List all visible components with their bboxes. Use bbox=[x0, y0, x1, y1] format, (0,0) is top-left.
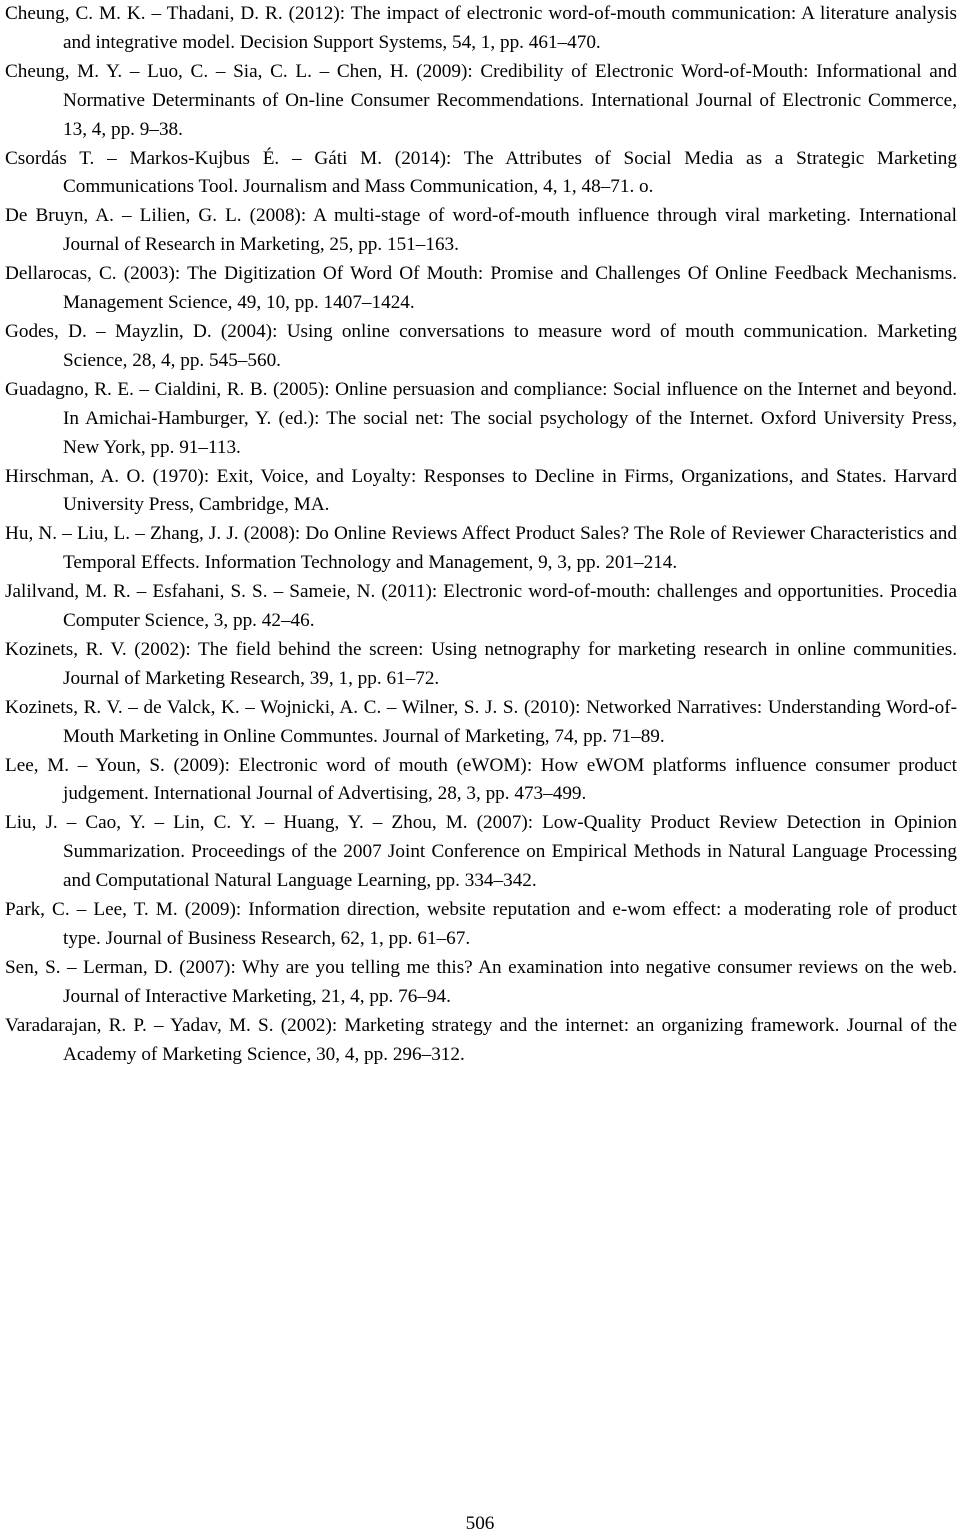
reference-entry: Kozinets, R. V. – de Valck, K. – Wojnicki, A. C. – Wilner, S. J. S. (2010): Networked Narratives: Understanding Word-of-Mouth Marketing in Online Communtes. Journal of Marketing, 74, pp. 71–89. bbox=[5, 696, 957, 747]
reference-entry: Kozinets, R. V. (2002): The field behind the screen: Using netnography for marketing research in online communities. Journal of Marketing Research, 39, 1, pp. 61–72. bbox=[5, 638, 957, 689]
reference-list bbox=[5, 0, 957, 1070]
reference-entry: Hu, N. – Liu, L. – Zhang, J. J. (2008): Do Online Reviews Affect Product Sales? The Role of Reviewer Characteristics and Temporal Effects. Information Technology and Management, 9, 3, pp. 201–214. bbox=[5, 523, 957, 574]
reference-entry: Hirschman, A. O. (1970): Exit, Voice, and Loyalty: Responses to Decline in Firms, Organizations, and States. Harvard University Press, Cambridge, MA. bbox=[5, 465, 957, 516]
reference-entry: Sen, S. – Lerman, D. (2007): Why are you telling me this? An examination into negative consumer reviews on the web. Journal of Interactive Marketing, 21, 4, pp. 76–94. bbox=[5, 956, 957, 1007]
reference-entry: Guadagno, R. E. – Cialdini, R. B. (2005): Online persuasion and compliance: Social influence on the Internet and beyond. In Amichai-Hamburger, Y. (ed.): The social net: The social psychology of the Internet. Oxford University Press, New York, pp. 91–113. bbox=[5, 378, 957, 458]
reference-entry: Cheung, M. Y. – Luo, C. – Sia, C. L. – Chen, H. (2009): Credibility of Electronic Word-of-Mouth: Informational and Normative Determinants of On-line Consumer Recommendations. International Journal of Electronic Commerce, 13, 4, pp. 9–38. bbox=[5, 60, 957, 140]
reference-entry: Jalilvand, M. R. – Esfahani, S. S. – Sameie, N. (2011): Electronic word-of-mouth: challenges and opportunities. Procedia Computer Science, 3, pp. 42–46. bbox=[5, 581, 957, 632]
reference-entry: Liu, J. – Cao, Y. – Lin, C. Y. – Huang, Y. – Zhou, M. (2007): Low-Quality Product Review Detection in Opinion Summarization. Proceedings of the 2007 Joint Conference on Empirical Methods in Natural Language Processing and Computational Natural Language Learning, pp. 334–342. bbox=[5, 812, 957, 892]
reference-entry: Godes, D. – Mayzlin, D. (2004): Using online conversations to measure word of mouth communication. Marketing Science, 28, 4, pp. 545–560. bbox=[5, 320, 957, 371]
reference-entry: Park, C. – Lee, T. M. (2009): Information direction, website reputation and e-wom effect: a moderating role of product type. Journal of Business Research, 62, 1, pp. 61–67. bbox=[5, 899, 957, 949]
reference-entry: Varadarajan, R. P. – Yadav, M. S. (2002): Marketing strategy and the internet: an organizing framework. Journal of the Academy of Marketing Science, 30, 4, pp. 296–312. bbox=[5, 1014, 957, 1065]
reference-entry: Csordás T. – Markos-Kujbus É. – Gáti M. (2014): The Attributes of Social Media as a Strategic Marketing Communications Tool. Journalism and Mass Communication, 4, 1, 48–71. o. bbox=[5, 147, 957, 198]
reference-entry: Dellarocas, C. (2003): The Digitization Of Word Of Mouth: Promise and Challenges Of Online Feedback Mechanisms. Management Science, 49, 10, pp. 1407–1424. bbox=[5, 263, 957, 314]
page-number: 506 bbox=[465, 1513, 495, 1534]
reference-entry: De Bruyn, A. – Lilien, G. L. (2008): A multi-stage of word-of-mouth influence through viral marketing. International Journal of Research in Marketing, 25, pp. 151–163. bbox=[5, 205, 957, 256]
reference-entry: Lee, M. – Youn, S. (2009): Electronic word of mouth (eWOM): How eWOM platforms influence consumer product judgement. International Journal of Advertising, 28, 3, pp. 473–499. bbox=[5, 754, 957, 805]
reference-entry: Cheung, C. M. K. – Thadani, D. R. (2012): The impact of electronic word-of-mouth communication: A literature analysis and integrative model. Decision Support Systems, 54, 1, pp. 461–470. bbox=[5, 3, 957, 53]
